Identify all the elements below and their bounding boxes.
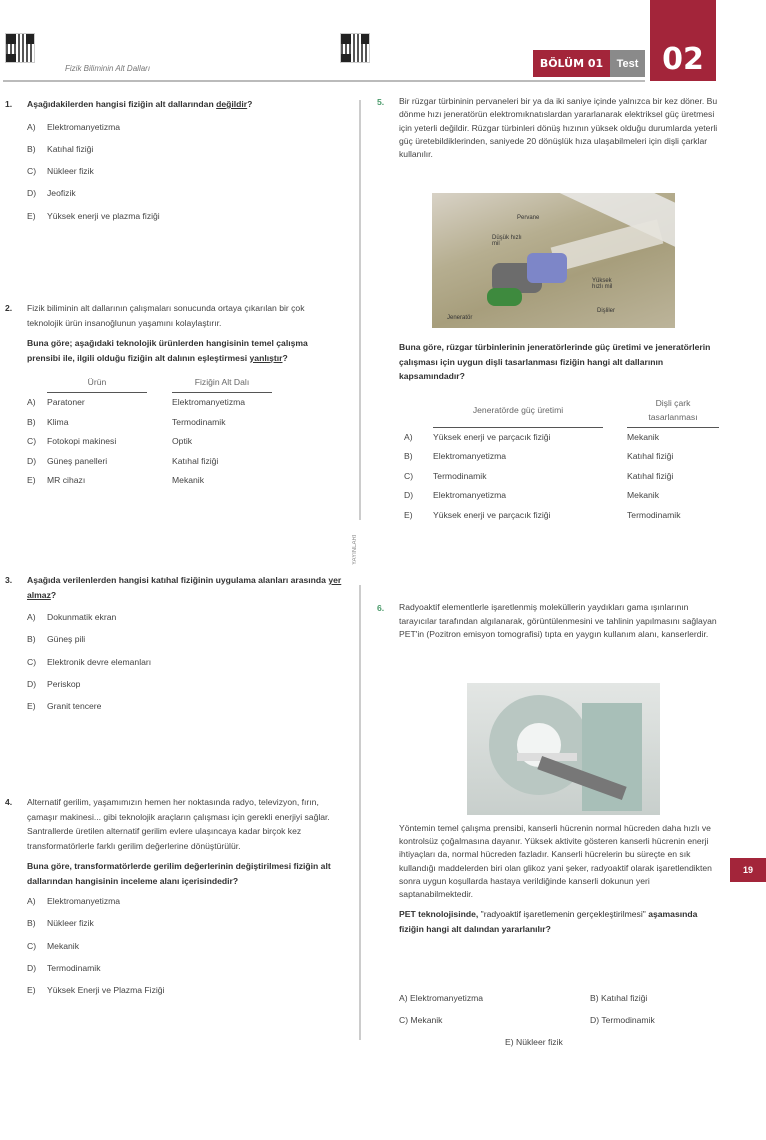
option-c[interactable]: C) Mekanik xyxy=(399,1015,443,1025)
test-number: 02 xyxy=(650,0,716,81)
option-e[interactable]: E) Yüksek enerji ve plazma fiziği xyxy=(27,210,160,221)
question-text: Radyoaktif elementlerle işaretlenmiş moleküllerin yaydıkları gama ışınlarının tarayıcılar tarafından algılanarak, görüntülenmesini ve tahlinin yapılmasını sağlayan PET'in (Pozitron emisyon tomografisi) tıpta en yaygın kullanım alanı, kanserlerdir. xyxy=(399,602,717,639)
wind-turbine-image: Pervane Düşük hızlı mil Yüksek hızlı mil Dişliler Jeneratör xyxy=(432,193,675,328)
option-c[interactable]: C) Elektronik devre elemanları xyxy=(27,656,152,667)
answer-row-d[interactable]: D) Güneş panelleri Katıhal fiziği xyxy=(27,455,219,466)
question-5-stem-block xyxy=(399,340,719,525)
option-a[interactable]: A) Elektromanyetizma xyxy=(399,993,484,1003)
question-6-options xyxy=(399,987,721,1053)
option-e[interactable]: E) Granit tencere xyxy=(27,701,102,712)
option-b[interactable]: B) Katıhal fiziği xyxy=(590,993,648,1003)
question-5: 5. Bir rüzgar türbininin pervaneleri bir ya da iki saniye içinde yalnızca bir kez döner. Bu dönme hızı jeneratörün elektromıknatıslardan yararlanarak elektriksel güç üretmesi için yeterli değildir. Rüzgar türbinleri dönüş hızının yüksek olduğu durumlarda yeterli güç üretebildiklerinden, saniyede 20 dönüşlük hıza ulaşabilmeleri için dişli çarklar kullanılır. xyxy=(399,95,719,161)
option-b[interactable]: B) Katıhal fiziği xyxy=(27,143,94,154)
question-6-body xyxy=(399,822,721,936)
option-a[interactable]: A) Elektromanyetizma xyxy=(27,896,121,906)
question-stem: Buna göre, transformatörlerde gerilim değerlerinin değiştirilmesi fiziğin alt dallarından hangisinin inceleme alanı içerisindedir? xyxy=(27,861,331,886)
page-number-tab: 19 xyxy=(730,858,766,882)
question-text: Fizik biliminin alt dallarının çalışmaları sonucunda ortaya çıkarılan bir çok teknolojik ürün insanoğlunun yaşamını kolaylaştırır. xyxy=(27,303,305,328)
question-2: 2. Fizik biliminin alt dallarının çalışmaları sonucunda ortaya çıkarılan bir çok teknolojik ürün insanoğlunun yaşamını kolaylaştırır. Buna göre; aşağıdaki teknolojik ürünlerden hangisinin temel çalışma prensibi ile, ilgili olduğu fiziğin alt dalının eşleştirmesi yanlıştır? Ürün Fiziğin Alt Dalı A) Paratoner Elektromanyetizma B) Klima Termodinamik C) Fotokopi makinesi Optik D) Güneş panelleri Katıhal fiziği E) MR cihazı Mekanik xyxy=(27,301,342,490)
publisher-logo: YAYINLARI xyxy=(352,534,358,566)
answer-row-c[interactable]: C) Fotokopi makinesi Optik xyxy=(27,436,193,447)
answer-table: Ürün Fiziğin Alt Dalı A) Paratoner Elektromanyetizma B) Klima Termodinamik C) Fotokopi makinesi Optik D) Güneş panelleri Katıhal fiziği E) MR cihazı Mekanik xyxy=(27,375,272,490)
qr-code xyxy=(5,33,35,63)
option-d[interactable]: D) Jeofizik xyxy=(27,188,76,199)
option-b[interactable]: B) Nükleer fizik xyxy=(27,918,94,929)
answer-row-e[interactable]: E) MR cihazı Mekanik xyxy=(27,475,204,486)
qr-code xyxy=(340,33,370,63)
option-d[interactable]: D) Termodinamik xyxy=(27,962,101,973)
option-c[interactable]: C) Nükleer fizik xyxy=(27,166,94,177)
question-stem: Buna göre; aşağıdaki teknolojik ürünlerden hangisinin temel çalışma prensibi ile, ilgili olduğu fiziğin alt dalının eşleştirmesi yanlıştır? xyxy=(27,338,308,363)
answer-table: Jeneratörde güç üretimi Dişli çark tasarlanması A) Yüksek enerji ve parçacık fiziği Mekanik B) Elektromanyetizma Katıhal fiziği C) Termodinamik Katıhal fiziği D) Elektromanyetizma Mekanik E) Yüksek enerji ve parçacık fiziği Termodinamik xyxy=(399,396,719,525)
answer-row-d[interactable]: D) Elektromanyetizma Mekanik xyxy=(404,490,659,501)
option-e[interactable]: E) Nükleer fizik xyxy=(505,1037,563,1047)
question-text: Bir rüzgar türbininin pervaneleri bir ya da iki saniye içinde yalnızca bir kez döner. Bu dönme hızı jeneratörün elektromıknatıslardan yararlanarak elektriksel güç üretmesi için yeterli değildir. Rüzgar türbinleri dönüş hızının yüksek olduğu durumlarda yeterli güç üretebildiklerinden, saniyede 20 dönüşlük hıza ulaşabilmeleri için dişli çarklar kullanılır. xyxy=(399,96,718,160)
answer-row-e[interactable]: E) Yüksek enerji ve parçacık fiziği Termodinamik xyxy=(404,509,681,520)
answer-row-a[interactable]: A) Paratoner Elektromanyetizma xyxy=(27,397,246,408)
section-badge: BÖLÜM 01 xyxy=(533,50,610,77)
option-b[interactable]: B) Güneş pili xyxy=(27,634,86,645)
option-d[interactable]: D) Termodinamik xyxy=(590,1015,655,1025)
question-6: 6. Radyoaktif elementlerle işaretlenmiş moleküllerin yaydıkları gama ışınlarının tarayıcılar tarafından algılanarak, görüntülenmesini ve tahlinin yapılmasını sağlayan PET'in (Pozitron emisyon tomografisi) tıpta en yaygın kullanım alanı, kanserlerdir. xyxy=(399,601,719,642)
option-a[interactable]: A) Elektromanyetizma xyxy=(27,121,121,132)
column-divider xyxy=(359,100,361,520)
option-c[interactable]: C) Mekanik xyxy=(27,940,79,951)
option-d[interactable]: D) Periskop xyxy=(27,678,81,689)
page-topic-title: Fizik Biliminin Alt Dalları xyxy=(65,64,151,73)
question-stem: Aşağıda verilenlerden hangisi katıhal fiziğinin uygulama alanları arasında yer almaz? xyxy=(27,575,342,600)
header-divider xyxy=(3,80,645,82)
question-4: 4. Alternatif gerilim, yaşamımızın hemen her noktasında radyo, televizyon, fırın, çamaşır makinesi... gibi teknolojik araçların çalışması için gerekli enerjiyi sağlar. Santrallerde üretilen alternatif gerilim evlere ulaşıncaya kadar birçok kez transformatörlerle farklı gerilim değerlerine dönüştürülür. Buna göre, transformatörlerde gerilim değerlerinin değiştirilmesi fiziğin alt dallarından hangisinin inceleme alanı içerisindedir? A) Elektromanyetizma B) Nükleer fizik C) Mekanik D) Termodinamik E) Yüksek Enerji ve Plazma Fiziği xyxy=(27,795,337,1005)
pet-scanner-image xyxy=(467,683,660,815)
answer-row-b[interactable]: B) Elektromanyetizma Katıhal fiziği xyxy=(404,451,674,462)
answer-row-c[interactable]: C) Termodinamik Katıhal fiziği xyxy=(404,470,674,481)
answer-row-a[interactable]: A) Yüksek enerji ve parçacık fiziği Mekanik xyxy=(404,431,659,442)
question-1: 1. Aşağıdakilerden hangisi fiziğin alt dallarından değildir? A) Elektromanyetizma B) Katıhal fiziği C) Nükleer fizik D) Jeofizik E) Yüksek enerji ve plazma fiziği xyxy=(27,97,347,231)
question-stem: PET teknolojisinde, "radyoaktif işaretlemenin gerçekleştirilmesi" aşamasında fiziğin hangi alt dalından yararlanılır? xyxy=(399,909,698,934)
test-label: Test xyxy=(610,50,645,77)
question-stem: Aşağıdakilerden hangisi fiziğin alt dallarından değildir? xyxy=(27,99,253,109)
question-text: Alternatif gerilim, yaşamımızın hemen her noktasında radyo, televizyon, fırın, çamaşır makinesi... gibi teknolojik araçların çalışması için gerekli enerjiyi sağlar. Santrallerde üretilen alternatif gerilim evlere ulaşıncaya kadar birçok kez transformatörlerle farklı gerilim değerlerine dönüştürülür. xyxy=(27,797,330,851)
question-stem: Buna göre, rüzgar türbinlerinin jeneratörlerinde güç üretimi ve jeneratörlerin çalışması için uygun dişli tasarlanması fiziğin hangi alt dallarının kapsamındadır? xyxy=(399,342,711,381)
column-divider xyxy=(359,585,361,1040)
answer-row-b[interactable]: B) Klima Termodinamik xyxy=(27,416,226,427)
question-3: 3. Aşağıda verilenlerden hangisi katıhal fiziğinin uygulama alanları arasında yer almaz? A) Dokunmatik ekran B) Güneş pili C) Elektronik devre elemanları D) Periskop E) Granit tencere xyxy=(27,573,342,721)
option-e[interactable]: E) Yüksek Enerji ve Plazma Fiziği xyxy=(27,985,165,996)
option-a[interactable]: A) Dokunmatik ekran xyxy=(27,612,117,622)
question-text: Yöntemin temel çalışma prensibi, kanserli hücrenin normal hücreden daha hızlı ve kontrolsüz çoğalmasına dayanır. Yüksek aktivite gösteren kanserli hücrenin enerji ihtiyaçları da, normal hücreden fazladır. Kanserli hücrelerin bu süreçte en sık kullandığı maddelerden biri olan glikoz yani şeker, radyoaktif olarak işaretlendikten sonra uygun koşullarda hastaya verildiğinde kanserli dokunun yeri saptanabilmektedir. xyxy=(399,823,712,900)
